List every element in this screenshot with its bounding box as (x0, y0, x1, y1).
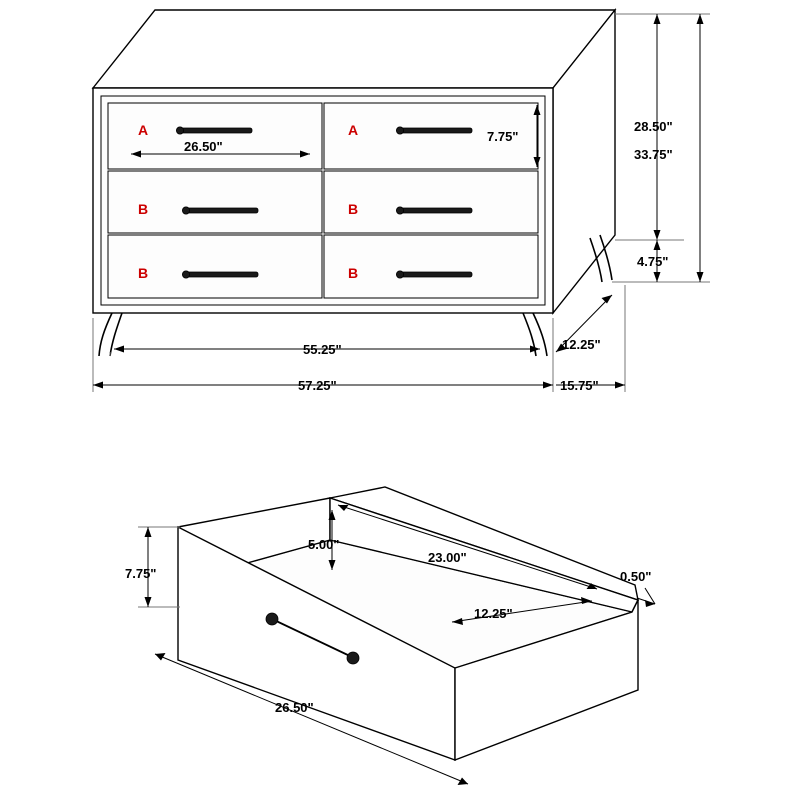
dresser-top-surface (93, 10, 615, 88)
dim-label-overall-depth: 15.75" (560, 378, 599, 393)
drawer-handle-knob-left (266, 613, 278, 625)
handle-1-knob (176, 127, 183, 134)
dim-overall-height (612, 14, 710, 282)
dresser-drawing (93, 10, 710, 393)
drawer-label-5: B (138, 265, 149, 281)
drawer-label-6: B (348, 265, 359, 281)
dim-label-drawer-side-height: 7.75" (125, 566, 157, 581)
dim-label-cabinet-height: 28.50" (634, 119, 673, 134)
handle-2-knob (396, 127, 403, 134)
handle-5-knob (182, 271, 189, 278)
dim-leg-height (615, 240, 684, 282)
drawer-handle-knob-right (347, 652, 359, 664)
handle-5 (186, 272, 258, 277)
drawer-label-1: A (138, 122, 149, 138)
dim-label-drawer-width: 26.50" (184, 139, 223, 154)
dim-cabinet-width (110, 342, 540, 357)
dim-label-interior-depth: 12.25" (474, 606, 513, 621)
dim-label-cabinet-width: 55.25" (303, 342, 342, 357)
drawer-label-3: B (138, 201, 149, 217)
dim-label-overall-width: 57.25" (298, 378, 337, 393)
dim-label-drawer-outer-width: 26.50" (275, 700, 314, 715)
handle-4-knob (396, 207, 403, 214)
drawer-detail-drawing (125, 487, 655, 785)
dim-drawer-side-height (125, 527, 180, 607)
handle-2 (400, 128, 472, 133)
handle-4 (400, 208, 472, 213)
handle-3-knob (182, 207, 189, 214)
dim-label-drawer-front-height: 7.75" (487, 129, 519, 144)
dim-label-leg-height: 4.75" (637, 254, 669, 269)
leg-front-left (99, 313, 112, 356)
handle-3 (186, 208, 258, 213)
dim-cabinet-height (615, 14, 673, 240)
dim-label-overall-height: 33.75" (634, 147, 673, 162)
handle-1 (180, 128, 252, 133)
dim-label-panel-thickness: 0.50" (620, 569, 652, 584)
handle-6 (400, 272, 472, 277)
handle-6-knob (396, 271, 403, 278)
dim-cabinet-depth (556, 295, 612, 352)
drawer-label-2: A (348, 122, 359, 138)
dim-label-interior-height: 5.00" (308, 537, 340, 552)
drawer-label-4: B (348, 201, 359, 217)
dim-label-interior-width: 23.00" (428, 550, 467, 565)
dim-label-cabinet-depth: 12.25" (562, 337, 601, 352)
